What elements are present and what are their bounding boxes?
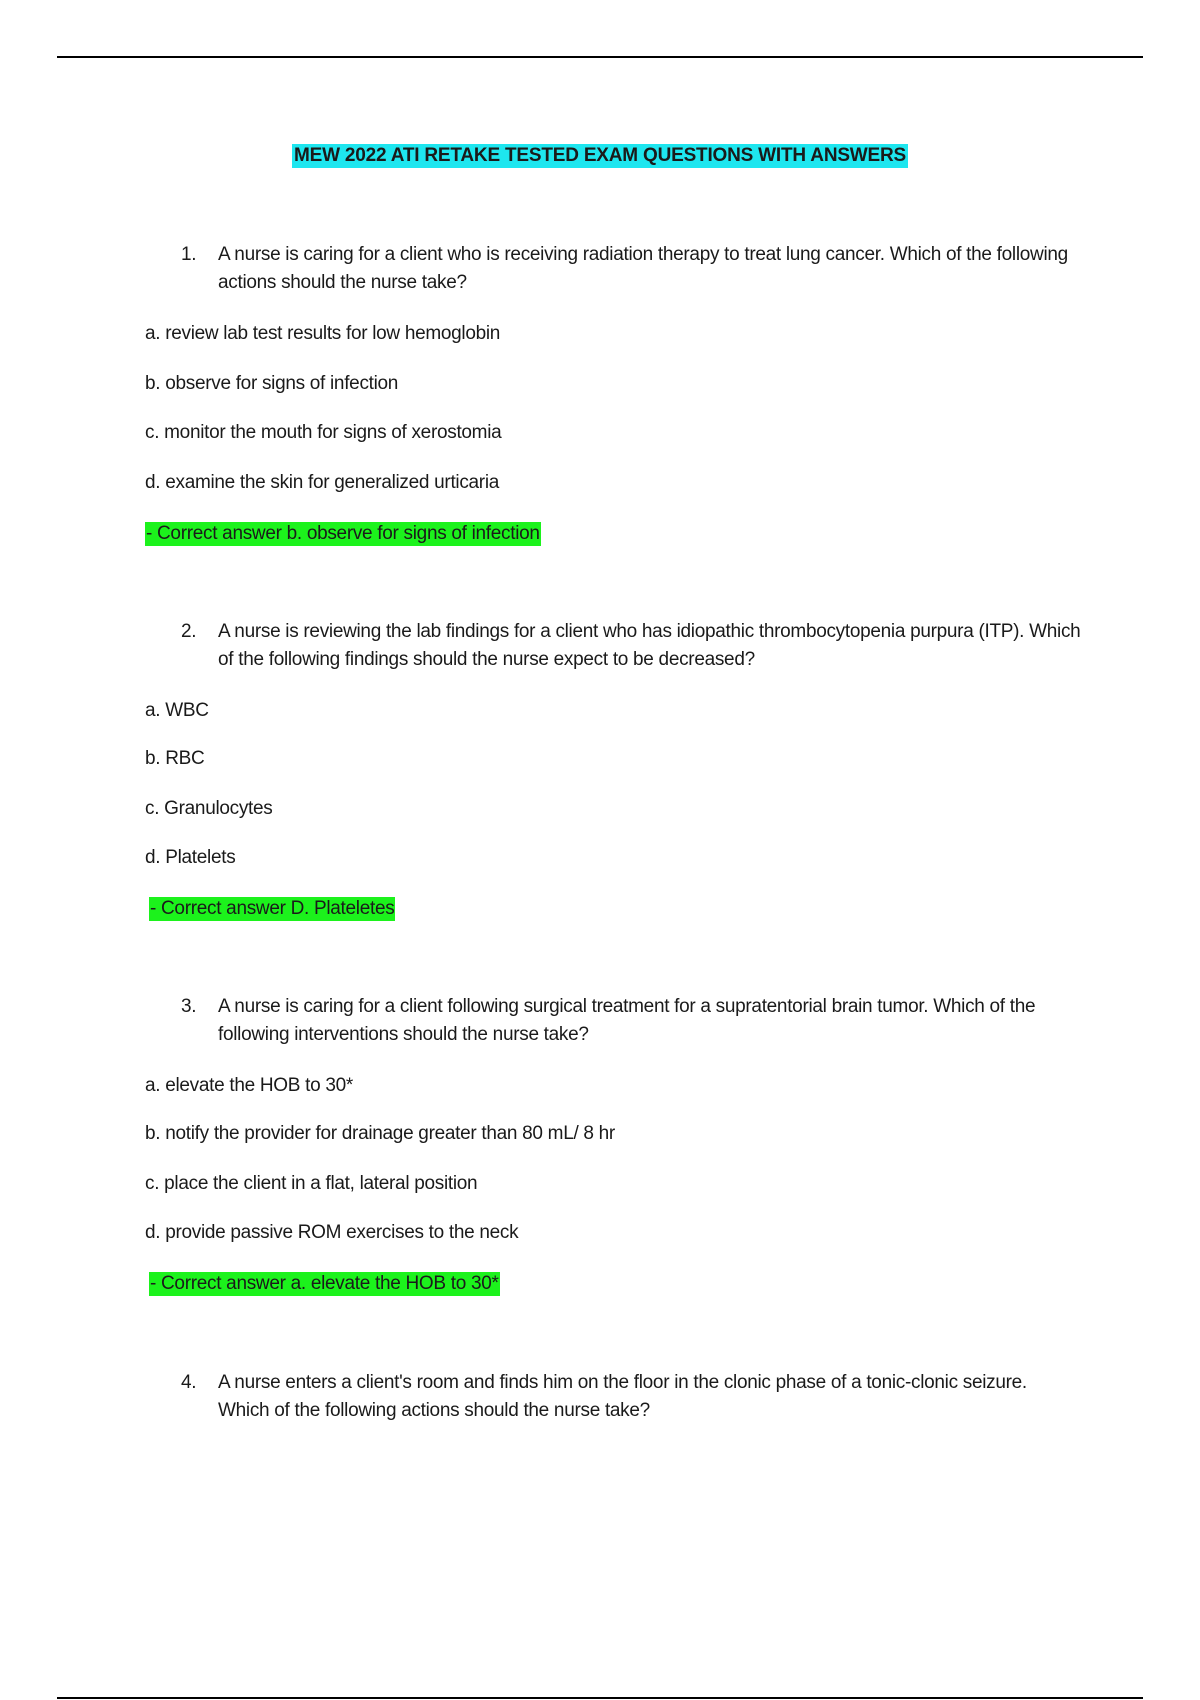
option-c: c. place the client in a flat, lateral position — [145, 1173, 478, 1194]
question-stem — [181, 993, 1081, 1049]
bottom-rule — [57, 1697, 1143, 1699]
document-title: MEW 2022 ATI RETAKE TESTED EXAM QUESTIONS WITH ANSWERS — [293, 145, 907, 166]
question-text: A nurse enters a client's room and finds him on the floor in the clonic phase of a tonic-clonic seizure. Which of the following actions should the nurse take? — [218, 1372, 1027, 1421]
option-b: b. notify the provider for drainage greater than 80 mL/ 8 hr — [145, 1123, 615, 1144]
question-text: A nurse is reviewing the lab findings for a client who has idiopathic thrombocytopenia purpura (ITP). Which of the following findings should the nurse expect to be decreased? — [218, 621, 1081, 670]
question-number: 4. — [181, 1372, 197, 1393]
question-stem — [181, 1369, 1081, 1425]
question-number: 1. — [181, 244, 197, 265]
top-rule — [57, 56, 1143, 58]
option-a: a. review lab test results for low hemoglobin — [145, 323, 501, 344]
option-a: a. elevate the HOB to 30* — [145, 1075, 353, 1096]
title-container — [0, 144, 1200, 168]
question-stem — [181, 241, 1081, 297]
question-number: 3. — [181, 996, 197, 1017]
correct-answer: - Correct answer b. observe for signs of infection — [146, 523, 540, 544]
correct-answer: - Correct answer a. elevate the HOB to 30* — [150, 1273, 499, 1294]
option-a: a. WBC — [145, 700, 209, 721]
option-c: c. monitor the mouth for signs of xerostomia — [145, 422, 502, 443]
option-b: b. observe for signs of infection — [145, 373, 399, 394]
question-text: A nurse is caring for a client following surgical treatment for a supratentorial brain tumor. Which of the following interventions should the nurse take? — [218, 996, 1036, 1045]
question-number: 2. — [181, 621, 197, 642]
question-stem — [181, 618, 1081, 674]
option-d: d. provide passive ROM exercises to the neck — [145, 1222, 519, 1243]
correct-answer: - Correct answer D. Plateletes — [150, 898, 395, 919]
option-b: b. RBC — [145, 748, 205, 769]
option-d: d. examine the skin for generalized urticaria — [145, 472, 500, 493]
option-d: d. Platelets — [145, 847, 236, 868]
option-c: c. Granulocytes — [145, 798, 273, 819]
question-text: A nurse is caring for a client who is receiving radiation therapy to treat lung cancer. Which of the following actions should the nurse take? — [218, 244, 1068, 293]
